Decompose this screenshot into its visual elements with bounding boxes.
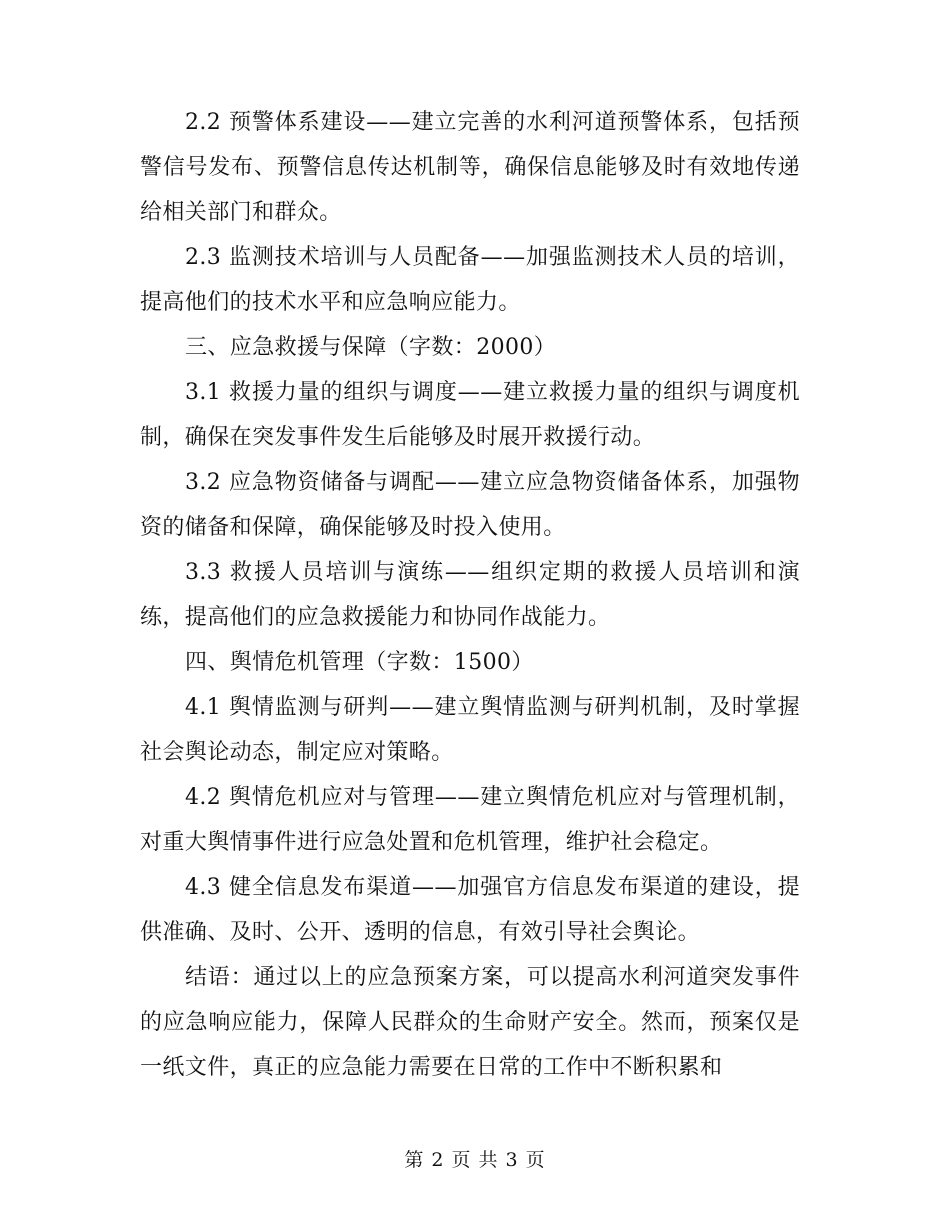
paragraph-conclusion: 结语：通过以上的应急预案方案，可以提高水利河道突发事件的应急响应能力，保障人民群众的生命财产安全。然而，预案仅是一纸文件，真正的应急能力需要在日常的工作中不断积累和 — [140, 965, 800, 1080]
paragraph-2-2: 2.2 预警体系建设——建立完善的水利河道预警体系，包括预警信号发布、预警信息传达机制等，确保信息能够及时有效地传递给相关部门和群众。 — [140, 110, 800, 225]
paragraph-4-2: 4.2 舆情危机应对与管理——建立舆情危机应对与管理机制，对重大舆情事件进行应急处置和危机管理，维护社会稳定。 — [140, 785, 800, 855]
paragraph-3-3: 3.3 救援人员培训与演练——组织定期的救援人员培训和演练，提高他们的应急救援能力和协同作战能力。 — [140, 560, 800, 630]
page-number-footer: 第 2 页 共 3 页 — [404, 1149, 546, 1171]
paragraph-2-3: 2.3 监测技术培训与人员配备——加强监测技术人员的培训，提高他们的技术水平和应急响应能力。 — [140, 245, 800, 315]
paragraph-3-1: 3.1 救援力量的组织与调度——建立救援力量的组织与调度机制，确保在突发事件发生后能够及时展开救援行动。 — [140, 380, 800, 450]
section-heading-3: 三、应急救援与保障（字数：2000） — [185, 335, 557, 360]
paragraph-4-1: 4.1 舆情监测与研判——建立舆情监测与研判机制，及时掌握社会舆论动态，制定应对策略。 — [140, 695, 800, 765]
section-heading-4: 四、舆情危机管理（字数：1500） — [185, 650, 534, 675]
document-body — [140, 100, 800, 1090]
paragraph-3-2: 3.2 应急物资储备与调配——建立应急物资储备体系，加强物资的储备和保障，确保能够及时投入使用。 — [140, 470, 800, 540]
paragraph-4-3: 4.3 健全信息发布渠道——加强官方信息发布渠道的建设，提供准确、及时、公开、透明的信息，有效引导社会舆论。 — [140, 875, 800, 945]
